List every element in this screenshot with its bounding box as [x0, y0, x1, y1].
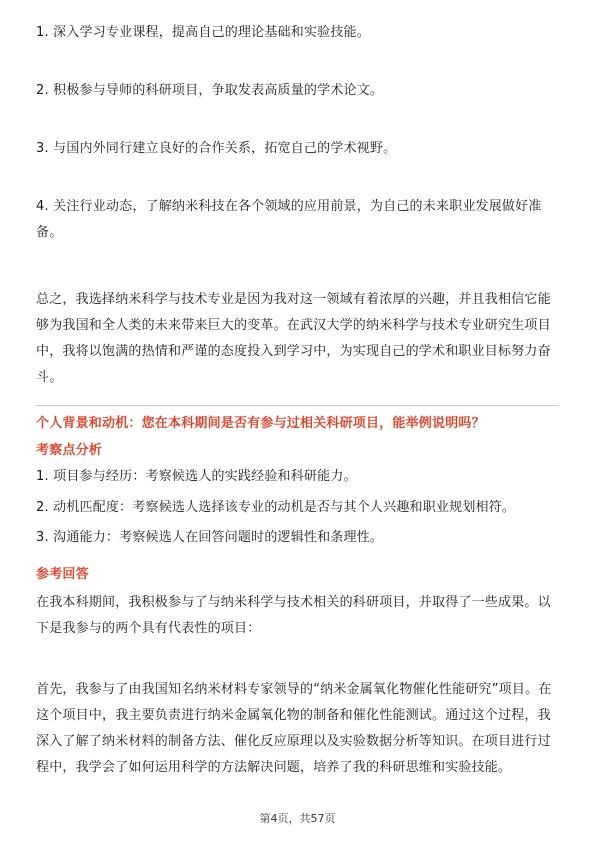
section-divider [36, 405, 559, 406]
analysis-item: 1. 项目参与经历：考察候选人的实践经验和科研能力。 [36, 469, 357, 484]
answer-paragraph: 在我本科期间，我积极参与了与纳米科学与技术相关的科研项目，并取得了一些成果。以下是我参与的两个具有代表性的项目： [36, 595, 551, 636]
question-heading: 个人背景和动机：您在本科期间是否有参与过相关科研项目，能举例说明吗？ [36, 416, 485, 431]
list-item: 2. 积极参与导师的科研项目，争取发表高质量的学术论文。 [36, 83, 384, 98]
answer-heading: 参考回答 [36, 567, 89, 582]
answer-paragraph: 首先，我参与了由我国知名纳米材料专家领导的“纳米金属氧化物催化性能研究”项目。在这个项目中，我主要负责进行纳米金属氧化物的制备和催化性能测试。通过这个过程，我深入了解了纳米材料的制备方法、催化反应原理以及实验数据分析等知识。在项目进行过程中，我学会了如何运用科学的方法解决问题，培养了我的科研思维和实验技能。 [36, 682, 552, 775]
analysis-item: 2. 动机匹配度：考察候选人选择该专业的动机是否与其个人兴趣和职业规划相符。 [36, 500, 516, 515]
page-number: 第4页，共57页 [259, 812, 336, 825]
list-item: 4. 关注行业动态，了解纳米科技在各个领域的应用前景，为自己的未来职业发展做好准备。 [36, 199, 542, 240]
list-item: 3. 与国内外同行建立良好的合作关系，拓宽自己的学术视野。 [36, 141, 397, 156]
list-item: 1. 深入学习专业课程，提高自己的理论基础和实验技能。 [36, 25, 370, 40]
conclusion-paragraph: 总之，我选择纳米科学与技术专业是因为我对这一领域有着浓厚的兴趣，并且我相信它能够为我国和全人类的未来带来巨大的变革。在武汉大学的纳米科学与技术专业研究生项目中，我将以饱满的热情和严谨的态度投入到学习中，为实现自己的学术和职业目标努力奋斗。 [36, 292, 551, 385]
analysis-heading: 考察点分析 [36, 443, 103, 458]
analysis-item: 3. 沟通能力：考察候选人在回答问题时的逻辑性和条理性。 [36, 530, 384, 545]
